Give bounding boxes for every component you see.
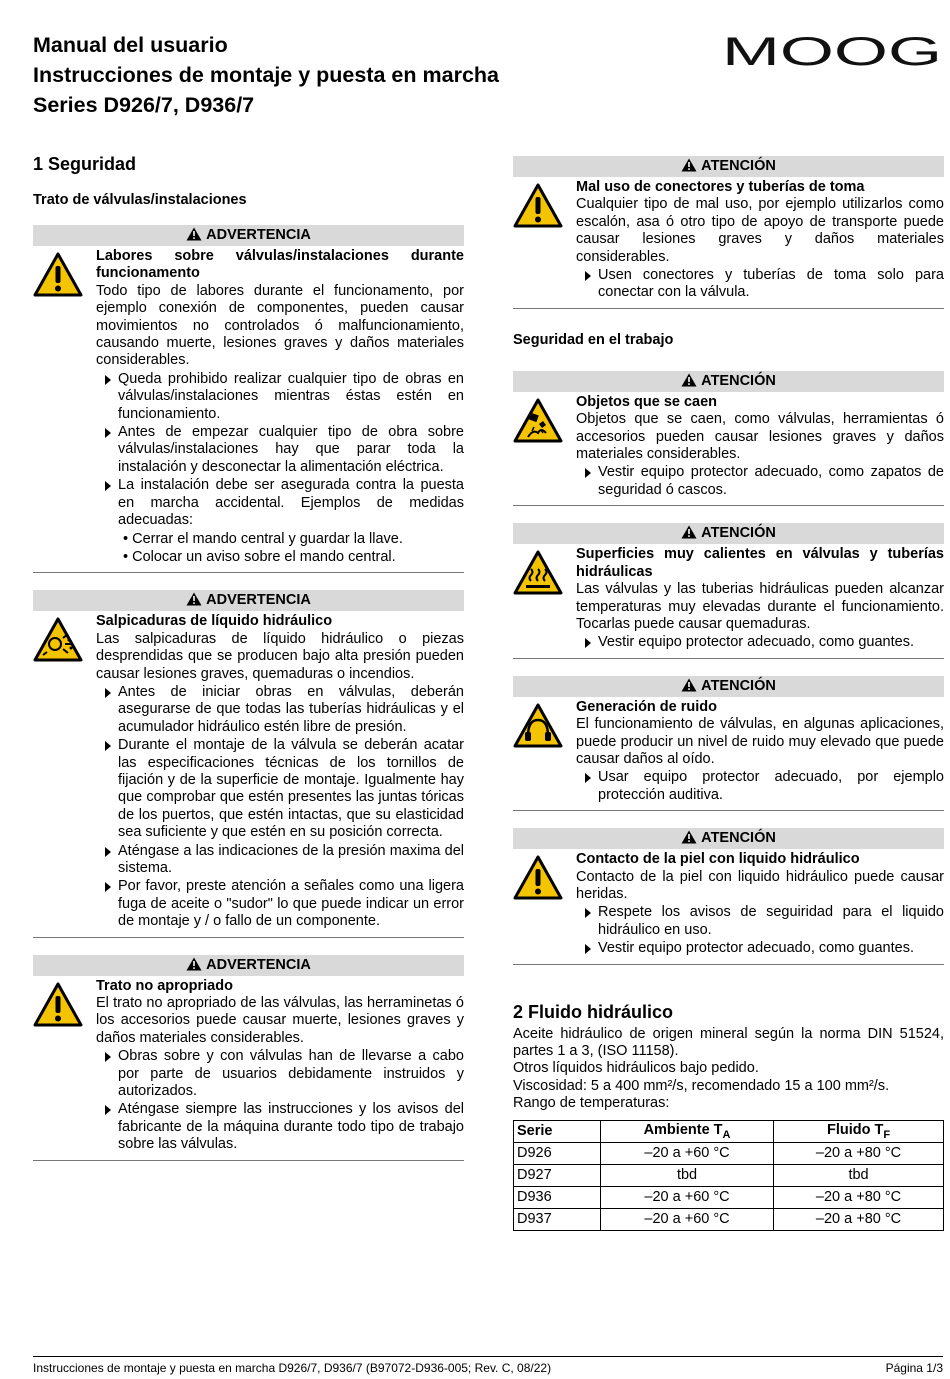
fluid-line-2: Otros líquidos hidráulicos bajo pedido. (513, 1060, 759, 1077)
notice-title: Labores sobre válvulas/instalaciones durante funcionamento (96, 248, 464, 282)
table-cell: –20 a +60 °C (601, 1142, 774, 1164)
notice-step: Vestir equipo protector adecuado, como guantes. (576, 940, 944, 957)
table-row (514, 1164, 944, 1186)
notice-step: Antes de empezar cualquier tipo de obra sobre válvulas/instalaciones hay que parar toda la instalación y desconectar la alimentación eléctrica. (96, 424, 464, 476)
table-cell: –20 a +80 °C (774, 1208, 944, 1230)
page-footer (33, 1356, 943, 1375)
notice-description: El funcionamiento de válvulas, en algunas aplicaciones, puede producir un nivel de ruido muy elevado que puede causar daños al oído. (576, 716, 944, 767)
document-header (33, 30, 499, 120)
fluid-line-4: Rango de temperaturas: (513, 1095, 670, 1112)
notice-header (513, 371, 944, 392)
notice-description: Contacto de la piel con liquido hidráulico puede causar heridas. (576, 868, 944, 902)
notice-sub-list (118, 531, 464, 567)
notice-header (33, 590, 464, 611)
notice-title: Contacto de la piel con liquido hidráulico (576, 851, 860, 868)
warning-triangle-icon (681, 525, 697, 539)
notice-description: Las válvulas y las tuberias hidráulicas pueden alcanzar temperaturas muy elevadas durante el funcionamiento. Tocarlas puede causar quemaduras. (576, 581, 944, 632)
notice-steps (96, 371, 464, 530)
table-cell: D926 (514, 1142, 601, 1164)
notice-label: ATENCIÓN (701, 525, 776, 542)
warning-triangle-icon (681, 678, 697, 692)
notice-step: Durante el montaje de la válvula se deberán acatar las especificaciones técnicas de los tornillos de fijación y de la superficie de montaje. Igualmente hay que comprobar que estén presentes las juntas tóricas de los puertos, que estén intactas, que su elasticidad sea suficiente y que estén en su posición correcta. (96, 737, 464, 841)
hot-surface-icon (513, 546, 576, 652)
notice-label: ADVERTENCIA (206, 956, 311, 973)
warning-triangle-icon (681, 158, 697, 172)
warning-triangle-icon (186, 227, 202, 241)
section-1-heading: 1 Seguridad (33, 154, 137, 174)
table-row (514, 1142, 944, 1164)
table-cell: D936 (514, 1186, 601, 1208)
table-cell: D927 (514, 1164, 601, 1186)
notice-steps (96, 684, 464, 931)
table-cell: –20 a +80 °C (774, 1142, 944, 1164)
notice-header (33, 955, 464, 976)
footer-doc-ref: Instrucciones de montaje y puesta en marcha D926/7, D936/7 (B97072-D936-005; Rev. C, 08/22) (33, 1361, 552, 1375)
header-title-1: Manual del usuario (33, 33, 228, 57)
safety-notice-box (33, 590, 464, 937)
moog-logo (722, 34, 942, 68)
table-header-row (514, 1120, 944, 1142)
fluid-line-1: Aceite hidráulico de origen mineral según la norma DIN 51524, partes 1 a 3, (ISO 11158). (513, 1025, 944, 1059)
notice-header (513, 523, 944, 544)
right-top-box (513, 156, 944, 309)
table-cell: tbd (774, 1164, 944, 1186)
safety-notice-box (513, 523, 944, 658)
left-warning-boxes (33, 225, 464, 1161)
table-cell: –20 a +60 °C (601, 1208, 774, 1230)
notice-header (513, 828, 944, 849)
notice-step: Antes de iniciar obras en válvulas, deberán asegurarse de que todas las tuberías hidráulicas y el acumulador hidráulico estén libre de presión. (96, 684, 464, 736)
notice-steps (576, 464, 944, 499)
notice-steps (96, 1048, 464, 1153)
notice-title: Mal uso de conectores y tuberías de toma (576, 179, 865, 195)
notice-steps (576, 904, 944, 957)
notice-title: Salpicaduras de líquido hidráulico (96, 613, 333, 630)
table-cell: –20 a +80 °C (774, 1186, 944, 1208)
notice-header (513, 676, 944, 697)
notice-description: Objetos que se caen, como válvulas, herramientas ó accesorios pueden causar lesiones graves y daños materiales considerables. (576, 411, 944, 463)
noise-hearing-icon (513, 699, 576, 805)
fluid-line-3: Viscosidad: 5 a 400 mm²/s, recomendado 15 a 100 mm²/s. (513, 1077, 890, 1094)
warning-triangle-icon (186, 957, 202, 971)
notice-label: ADVERTENCIA (206, 592, 311, 609)
notice-step: Aténgase a las indicaciones de la presión maxima del sistema. (96, 843, 464, 878)
notice-step: Vestir equipo protector adecuado, como guantes. (576, 634, 944, 651)
fluid-section (513, 1000, 944, 1231)
right-column (513, 152, 944, 1231)
header-title-2: Instrucciones de montaje y puesta en marcha (33, 63, 499, 87)
col-header-ambiente: Ambiente $T_A$ (601, 1120, 774, 1142)
safety-notice-box (33, 955, 464, 1161)
warning-exclamation-icon (513, 851, 576, 958)
svg-text:MOOG: MOOG (722, 34, 942, 68)
notice-description: Las salpicaduras de líquido hidráulico o piezas desprendidas que se producen bajo alta presión pueden causar lesiones graves, quemaduras o incendios. (96, 630, 464, 682)
notice-steps (576, 634, 944, 651)
footer-page-number: Página 1/3 (885, 1361, 943, 1375)
temperature-table (513, 1120, 944, 1231)
notice-step: La instalación debe ser asegurada contra la puesta en marcha accidental. Ejemplos de medidas adecuadas: (96, 477, 464, 529)
notice-header (33, 225, 464, 246)
subsection-valves-heading: Trato de válvulas/instalaciones (33, 192, 247, 208)
notice-label: ATENCIÓN (701, 158, 776, 174)
notice-label: ATENCIÓN (701, 372, 776, 389)
left-column (33, 152, 464, 1178)
table-row (514, 1208, 944, 1230)
notice-description: Todo tipo de labores durante el funcionamento, por ejemplo conexión de componentes, pueden causar movimientos no controlados ó malfuncionamiento, causando muerte, lesiones graves y daños materiales considerables. (96, 282, 464, 369)
table-row (514, 1186, 944, 1208)
safety-notice-box (513, 156, 944, 309)
notice-title: Superficies muy calientes en válvulas y tuberías hidráulicas (576, 546, 944, 580)
notice-label: ATENCIÓN (701, 830, 776, 847)
subsection-work-safety-heading: Seguridad en el trabajo (513, 331, 674, 348)
notice-sub-item: • Cerrar el mando central y guardar la llave. (118, 531, 464, 548)
notice-title: Generación de ruido (576, 698, 717, 715)
safety-notice-box (513, 828, 944, 964)
table-cell: –20 a +60 °C (601, 1186, 774, 1208)
safety-notice-box (513, 676, 944, 811)
notice-step: Usen conectores y tuberías de toma solo para conectar con la válvula. (576, 267, 944, 302)
table-cell: D937 (514, 1208, 601, 1230)
warning-exclamation-icon (33, 248, 96, 567)
col-header-fluido: Fluido $T_F$ (774, 1120, 944, 1142)
warning-exclamation-icon (33, 978, 96, 1155)
notice-step: Obras sobre y con válvulas han de llevarse a cabo por parte de usuarios debidamente instruidos y autorizados. (96, 1048, 464, 1100)
notice-title: Trato no apropriado (96, 977, 233, 994)
section-2-heading: 2 Fluido hidráulico (513, 1001, 674, 1022)
hydraulic-splash-icon (33, 613, 96, 931)
notice-step: Usar equipo protector adecuado, por ejemplo protección auditiva. (576, 769, 944, 804)
notice-steps (576, 267, 944, 302)
notice-sub-item: • Colocar un aviso sobre el mando central. (118, 549, 464, 566)
notice-steps (576, 769, 944, 804)
notice-header (513, 156, 944, 177)
warning-triangle-icon (681, 373, 697, 387)
notice-label: ADVERTENCIA (206, 227, 311, 243)
falling-objects-icon (513, 394, 576, 500)
notice-description: El trato no apropriado de las válvulas, las herraminetas ó los accesorios puede causar muerte, lesiones graves y daños materiales considerables. (96, 995, 464, 1046)
notice-step: Aténgase siempre las instrucciones y los avisos del fabricante de la máquina durante todo tipo de trabajo sobre las válvulas. (96, 1101, 464, 1153)
safety-notice-box (513, 371, 944, 506)
warning-triangle-icon (681, 830, 697, 844)
notice-step: Queda prohibido realizar cualquier tipo de obras en válvulas/instalaciones mientras éstas estén en funcionamiento. (96, 371, 464, 423)
warning-exclamation-icon (513, 179, 576, 303)
right-warning-boxes (513, 371, 944, 965)
notice-description: Cualquier tipo de mal uso, por ejemplo utilizarlos como escalón, asa ó otro tipo de apoyo de transporte puede causar lesiones graves y daños materiales considerables. (576, 196, 944, 265)
notice-step: Respete los avisos de seguiridad para el liquido hidráulico en uso. (576, 904, 944, 939)
notice-label: ATENCIÓN (701, 677, 776, 694)
notice-step: Vestir equipo protector adecuado, como zapatos de seguridad ó cascos. (576, 464, 944, 499)
warning-triangle-icon (186, 592, 202, 606)
safety-notice-box (33, 225, 464, 573)
notice-step: Por favor, preste atención a señales como una ligera fuga de aceite o "sudor" lo que puede indicar un error de montaje y / o fallo de un componente. (96, 878, 464, 930)
notice-title: Objetos que se caen (576, 393, 718, 410)
header-title-3: Series D926/7, D936/7 (33, 93, 255, 117)
table-cell: tbd (601, 1164, 774, 1186)
col-header-serie: Serie (514, 1120, 601, 1142)
